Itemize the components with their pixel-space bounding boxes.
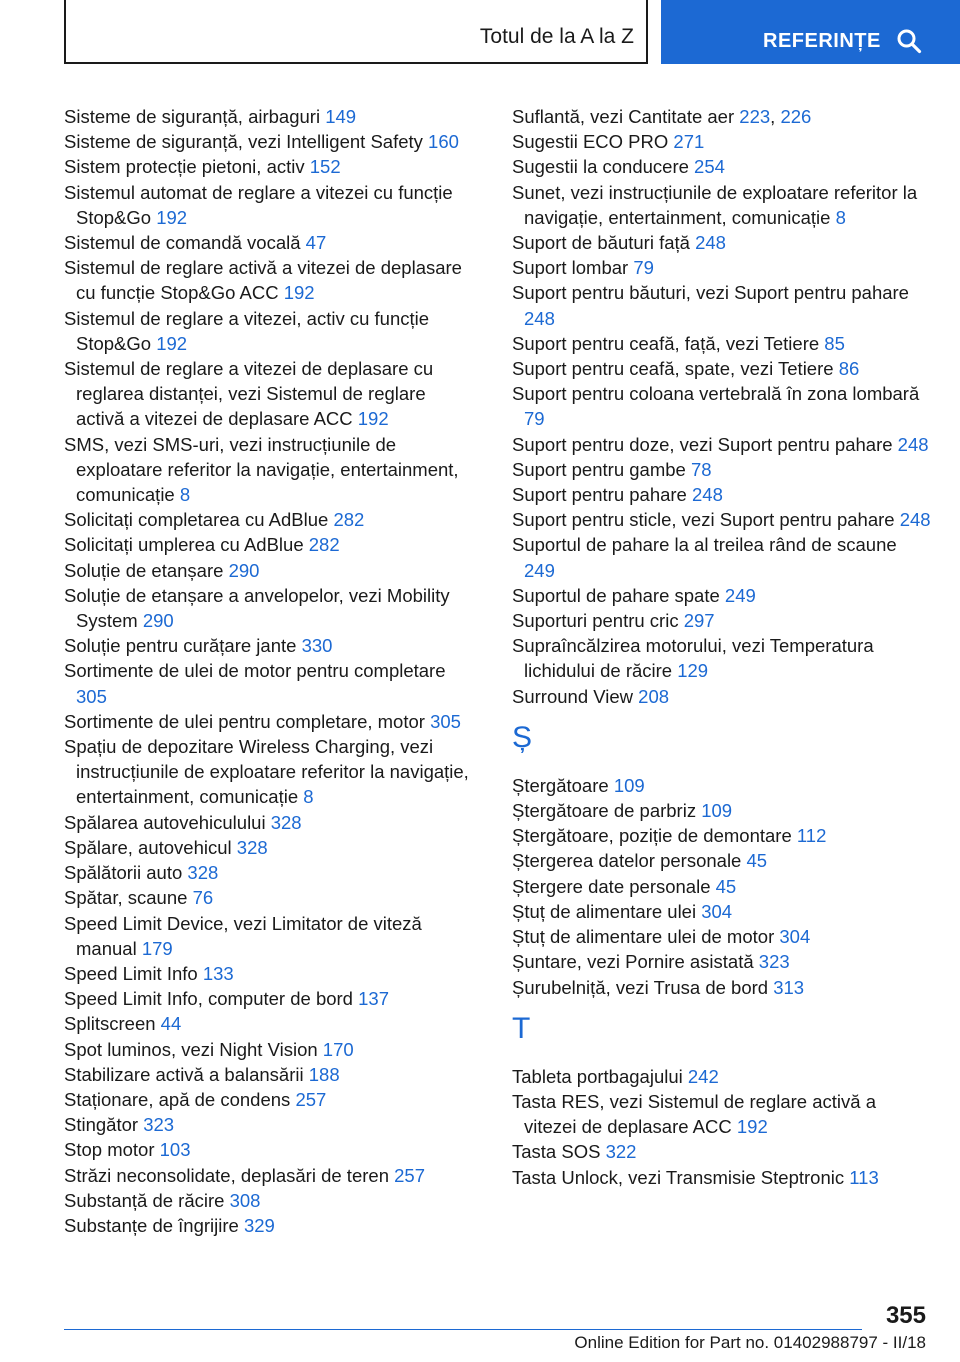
page-reference-link[interactable]: 85 bbox=[824, 332, 845, 354]
index-entry-term: Spălare, autovehicul bbox=[64, 836, 232, 858]
index-entry-term: Splitscreen bbox=[64, 1013, 156, 1035]
index-entry-term: Sisteme de siguranță, airbaguri bbox=[64, 106, 321, 127]
page-reference-link[interactable]: 328 bbox=[270, 811, 302, 833]
index-entry-term: Stingător bbox=[64, 1114, 139, 1136]
index-entry bbox=[512, 507, 932, 532]
footer-divider bbox=[64, 1329, 862, 1330]
index-entry bbox=[512, 583, 932, 608]
index-entry bbox=[512, 230, 932, 255]
section-letter-heading: T bbox=[512, 1011, 531, 1045]
page-reference-link[interactable]: 192 bbox=[357, 408, 389, 430]
index-entry-term: Sugestii la conducere bbox=[512, 156, 689, 178]
index-entry-term: SMS, vezi SMS-uri, vezi instrucțiunile de exploatare referitor la navigație, entertainment, comunicație bbox=[64, 433, 459, 506]
page-reference-link[interactable]: 76 bbox=[192, 887, 214, 909]
index-entry-term: Sistemul de reglare a vitezei, activ cu funcție Stop&Go bbox=[64, 307, 430, 354]
edition-footer: Online Edition for Part no. 01402988797 - II/18 bbox=[574, 1333, 926, 1352]
index-entry bbox=[64, 885, 474, 910]
index-entry bbox=[64, 986, 474, 1011]
page-reference-link[interactable]: 79 bbox=[633, 257, 654, 279]
page-reference-link[interactable]: 208 bbox=[638, 685, 670, 707]
section-letter-heading: Ș bbox=[512, 720, 533, 754]
index-entry bbox=[64, 1011, 474, 1036]
page-reference-link[interactable]: 254 bbox=[694, 156, 725, 178]
page-reference-link[interactable]: 329 bbox=[243, 1214, 275, 1236]
page-reference-link[interactable]: 304 bbox=[701, 900, 733, 922]
index-entry-term: Suport pentru pahare bbox=[512, 484, 687, 506]
index-entry bbox=[512, 532, 932, 582]
header-section-tab[interactable] bbox=[64, 0, 648, 64]
index-entry bbox=[64, 1087, 474, 1112]
page-reference-link[interactable]: 152 bbox=[309, 156, 341, 178]
page-reference-link[interactable]: 328 bbox=[236, 836, 268, 858]
index-entry-term: Tasta RES, vezi Sistemul de reglare activă a vitezei de deplasare ACC bbox=[512, 1090, 876, 1138]
page-reference-link[interactable]: 271 bbox=[673, 131, 705, 153]
index-entry-term: Ștergătoare de parbriz bbox=[512, 800, 697, 822]
index-entry-term: Sortimente de ulei de motor pentru completare bbox=[64, 660, 446, 682]
index-entry bbox=[512, 331, 932, 356]
index-entry: Suflantă, vezi Cantitate aer 223, 226 bbox=[512, 106, 812, 127]
page-reference-link[interactable]: 109 bbox=[613, 774, 645, 796]
index-entry bbox=[512, 1064, 932, 1089]
page-reference-link[interactable]: 304 bbox=[779, 926, 811, 948]
index-entry-term: Sistemul de reglare activă a vitezei de deplasare cu funcție Stop&Go ACC bbox=[64, 257, 462, 304]
index-entry-term: Stop motor bbox=[64, 1139, 155, 1161]
index-entry bbox=[64, 709, 474, 734]
index-entry bbox=[64, 1188, 474, 1213]
page-reference-link[interactable]: 282 bbox=[333, 509, 365, 531]
page-reference-link[interactable]: 282 bbox=[308, 534, 340, 556]
page-reference-link[interactable]: 45 bbox=[715, 875, 737, 897]
index-entry bbox=[64, 658, 474, 708]
index-entry-term: Suport pentru doze, vezi Suport pentru pahare bbox=[512, 433, 893, 455]
index-entry-term: Sunet, vezi instrucțiunile de exploatare referitor la navigație, entertainment, comunicație bbox=[512, 181, 918, 228]
index-entry-term: Suport pentru gambe bbox=[512, 458, 686, 480]
page-reference-link[interactable]: 188 bbox=[308, 1063, 340, 1085]
references-tab[interactable] bbox=[661, 0, 960, 64]
page-reference-link[interactable]: 242 bbox=[687, 1065, 719, 1087]
index-entry bbox=[64, 835, 474, 860]
index-entry-term: Ștergerea datelor personale bbox=[512, 850, 742, 872]
index-entry-term: Ștuț de alimentare ulei bbox=[512, 900, 697, 922]
index-entry bbox=[64, 255, 474, 305]
index-entry bbox=[512, 457, 932, 482]
index-entry bbox=[512, 381, 932, 431]
index-column-right bbox=[512, 104, 932, 1190]
index-entry-term: Substanță de răcire bbox=[64, 1189, 225, 1211]
index-entry bbox=[512, 874, 932, 899]
index-entry-term: Stabilizare activă a balansării bbox=[64, 1063, 304, 1085]
index-entry-term: Soluție pentru curățare jante bbox=[64, 635, 297, 657]
index-entry bbox=[64, 961, 474, 986]
index-entry bbox=[512, 924, 932, 949]
index-entry bbox=[512, 1089, 932, 1139]
index-entry-term: Șurubelniță, vezi Trusa de bord bbox=[512, 976, 769, 998]
page-reference-link[interactable]: 323 bbox=[143, 1114, 175, 1136]
index-entry bbox=[512, 280, 932, 330]
index-entry-term: Soluție de etanșare a anvelopelor, vezi Mobility System bbox=[64, 584, 450, 632]
index-entry bbox=[64, 154, 474, 179]
index-entry bbox=[512, 684, 932, 709]
index-entry bbox=[512, 823, 932, 848]
index-entry bbox=[64, 1163, 474, 1188]
page-reference-link[interactable]: 257 bbox=[295, 1088, 327, 1110]
index-entry bbox=[512, 773, 932, 798]
index-entry-term: Ștuț de alimentare ulei de motor bbox=[512, 926, 775, 948]
index-entry-term: Spătar, scaune bbox=[64, 887, 188, 909]
index-entry-term: Solicitați umplerea cu AdBlue bbox=[64, 534, 304, 556]
index-entry bbox=[512, 798, 932, 823]
page-reference-link[interactable]: 257 bbox=[394, 1164, 425, 1186]
index-entry-term: Speed Limit Info, computer de bord bbox=[64, 988, 353, 1010]
index-entry-term: Suport pentru coloana vertebrală în zona lombară bbox=[512, 383, 920, 405]
page-reference-link[interactable]: 248 bbox=[695, 232, 726, 254]
index-entry bbox=[64, 1137, 474, 1162]
index-entry-term: Sistemul automat de reglare a vitezei cu funcție Stop&Go bbox=[64, 181, 453, 228]
page-reference-link[interactable]: 133 bbox=[202, 962, 234, 984]
page-reference-link[interactable]: 248 bbox=[899, 509, 931, 531]
page-reference-link[interactable]: 305 bbox=[430, 710, 461, 732]
references-tab-label: REFERINȚE bbox=[763, 30, 881, 52]
index-entry-term: Tasta SOS bbox=[512, 1141, 601, 1163]
index-entry bbox=[512, 633, 932, 683]
index-entry-term: Tasta Unlock, vezi Transmisie Steptronic bbox=[512, 1166, 845, 1188]
index-entry bbox=[512, 1165, 932, 1190]
index-entry-term: Soluție de etanșare bbox=[64, 559, 224, 581]
index-entry-term: Ștergătoare, poziție de demontare bbox=[512, 825, 792, 847]
index-entry-term: Suport pentru ceafă, spate, vezi Tetiere bbox=[512, 358, 834, 380]
index-entry-term: Sortimente de ulei pentru completare, motor bbox=[64, 710, 425, 732]
page-reference-link[interactable]: 129 bbox=[677, 660, 709, 682]
page-reference-link[interactable]: 249 bbox=[724, 584, 756, 606]
index-entry-term: Ștergătoare bbox=[512, 774, 609, 796]
page-reference-link[interactable]: 223 bbox=[739, 106, 771, 127]
index-entry-term: Șuntare, vezi Pornire asistată bbox=[512, 951, 754, 973]
index-entry bbox=[64, 180, 474, 230]
index-entry bbox=[512, 180, 932, 230]
index-entry bbox=[64, 860, 474, 885]
page-reference-link[interactable]: 290 bbox=[142, 610, 174, 632]
page-reference-link[interactable]: 313 bbox=[773, 976, 805, 998]
page-reference-link[interactable]: 192 bbox=[156, 206, 188, 228]
page-reference-link[interactable]: 8 bbox=[303, 786, 314, 808]
index-entry bbox=[512, 899, 932, 924]
index-entry-term: Suporturi pentru cric bbox=[512, 610, 679, 632]
page-reference-link[interactable]: 44 bbox=[160, 1013, 182, 1035]
index-entry bbox=[64, 1112, 474, 1137]
index-entry bbox=[64, 583, 474, 633]
index-entry-term: Speed Limit Info bbox=[64, 962, 198, 984]
index-entry-term: Spot luminos, vezi Night Vision bbox=[64, 1038, 318, 1060]
index-entry bbox=[64, 230, 474, 255]
page-reference-link[interactable]: 113 bbox=[849, 1166, 879, 1188]
index-entry-term: Speed Limit Device, vezi Limitator de viteză manual bbox=[64, 912, 422, 959]
index-entry bbox=[64, 633, 474, 658]
index-entry-term: Suport pentru ceafă, față, vezi Tetiere bbox=[512, 332, 820, 354]
index-entry-term: Staționare, apă de condens bbox=[64, 1088, 291, 1110]
page-reference-link[interactable]: 248 bbox=[692, 484, 723, 506]
index-entry bbox=[64, 104, 474, 129]
index-entry-term: Suport pentru sticle, vezi Suport pentru pahare bbox=[512, 509, 895, 531]
index-entry bbox=[512, 975, 932, 1000]
page-reference-link[interactable]: 308 bbox=[229, 1189, 261, 1211]
index-entry-term: Suportul de pahare spate bbox=[512, 584, 720, 606]
page-reference-link[interactable]: 248 bbox=[524, 307, 555, 329]
page-reference-link[interactable]: 78 bbox=[690, 458, 712, 480]
index-entry-term: Supraîncălzirea motorului, vezi Temperatura lichidului de răcire bbox=[512, 635, 874, 682]
page-number: 355 bbox=[885, 1302, 926, 1329]
page-reference-link[interactable]: 322 bbox=[605, 1141, 637, 1163]
page-reference-link[interactable]: 192 bbox=[156, 332, 188, 354]
search-icon[interactable] bbox=[896, 28, 922, 54]
page-reference-link[interactable]: 109 bbox=[701, 800, 733, 822]
index-entry bbox=[64, 432, 474, 508]
index-entry bbox=[64, 532, 474, 557]
index-entry-term: Solicitați completarea cu AdBlue bbox=[64, 509, 329, 531]
index-column-left bbox=[64, 104, 474, 1238]
index-entry-term: Suport pentru băuturi, vezi Suport pentru pahare bbox=[512, 282, 909, 304]
index-entry bbox=[64, 356, 474, 432]
page-reference-link[interactable]: 297 bbox=[683, 610, 715, 632]
page-reference-link[interactable]: 170 bbox=[322, 1038, 354, 1060]
page-reference-link[interactable]: 192 bbox=[736, 1116, 768, 1138]
page-reference-link[interactable]: 192 bbox=[283, 282, 315, 304]
page-reference-link[interactable]: 45 bbox=[746, 850, 768, 872]
index-entry bbox=[64, 810, 474, 835]
index-entry-term: Suport de băuturi față bbox=[512, 232, 690, 254]
index-entry-term: Sistem protecție pietoni, activ bbox=[64, 156, 305, 178]
index-entry-term: Sisteme de siguranță, vezi Intelligent Safety bbox=[64, 131, 423, 153]
page-reference-link[interactable]: 112 bbox=[796, 825, 827, 847]
index-entry bbox=[512, 482, 932, 507]
page-reference-link[interactable]: 330 bbox=[301, 635, 333, 657]
index-entry-term: Suflantă, vezi Cantitate aer bbox=[512, 106, 735, 127]
page-reference-link[interactable]: 103 bbox=[159, 1139, 191, 1161]
index-entry bbox=[64, 734, 474, 810]
index-entry-term: Sistemul de reglare a vitezei de deplasare cu reglarea distanței, vezi Sistemul de reglare activă a vitezei de deplasare ACC bbox=[64, 358, 434, 430]
index-entry-term: Substanțe de îngrijire bbox=[64, 1214, 239, 1236]
index-entry bbox=[64, 507, 474, 532]
index-entry-term: Ștergere date personale bbox=[512, 875, 711, 897]
index-entry bbox=[512, 608, 932, 633]
page-reference-link[interactable]: 305 bbox=[76, 685, 107, 707]
index-entry bbox=[512, 129, 932, 154]
index-entry bbox=[64, 306, 474, 356]
index-entry bbox=[512, 255, 932, 280]
index-entry bbox=[64, 1213, 474, 1238]
index-entry bbox=[512, 949, 932, 974]
index-entry bbox=[512, 154, 932, 179]
page-reference-link[interactable]: 226 bbox=[780, 106, 812, 127]
index-entry bbox=[512, 848, 932, 873]
section-title: Totul de la A la Z bbox=[479, 25, 634, 48]
page-reference-link[interactable]: 160 bbox=[428, 131, 459, 153]
index-entry bbox=[512, 356, 932, 381]
index-entry bbox=[64, 1037, 474, 1062]
page-reference-link[interactable]: 248 bbox=[897, 433, 929, 455]
page-reference-link[interactable]: 328 bbox=[187, 862, 219, 884]
page-reference-link[interactable]: 149 bbox=[325, 106, 357, 127]
index-entry bbox=[512, 432, 932, 457]
index-entry-term: Străzi neconsolidate, deplasări de teren bbox=[64, 1164, 389, 1186]
index-entry-term: Surround View bbox=[512, 685, 634, 707]
index-entry-term: Sugestii ECO PRO bbox=[512, 131, 669, 153]
index-entry-term: Spațiu de depozitare Wireless Charging, vezi instrucțiunile de exploatare referitor la navigație, entertainment, comunicație bbox=[64, 736, 469, 808]
index-entry-term: Tableta portbagajului bbox=[512, 1065, 683, 1087]
index-entry bbox=[64, 1062, 474, 1087]
index-entry bbox=[64, 558, 474, 583]
page-reference-link[interactable]: 86 bbox=[838, 358, 860, 380]
index-entry bbox=[512, 1139, 932, 1164]
page-reference-link[interactable]: 290 bbox=[228, 559, 260, 581]
index-entry bbox=[64, 911, 474, 961]
page-reference-link[interactable]: 137 bbox=[358, 988, 389, 1010]
page-reference-link[interactable]: 47 bbox=[305, 232, 327, 254]
index-entry-term: Spălătorii auto bbox=[64, 862, 183, 884]
page-reference-link[interactable]: 79 bbox=[524, 408, 545, 430]
index-entry-term: Sistemul de comandă vocală bbox=[64, 232, 301, 254]
index-entry-term: Suport lombar bbox=[512, 257, 629, 279]
page-reference-link[interactable]: 249 bbox=[524, 559, 555, 581]
index-entry bbox=[64, 129, 474, 154]
page-reference-link[interactable]: 323 bbox=[758, 951, 790, 973]
page-reference-link[interactable]: 8 bbox=[179, 484, 191, 506]
page-reference-link[interactable]: 179 bbox=[141, 937, 173, 959]
index-entry-term: Spălarea autovehiculului bbox=[64, 811, 266, 833]
index-entry-term: Suportul de pahare la al treilea rând de scaune bbox=[512, 534, 897, 556]
page-reference-link[interactable]: 8 bbox=[835, 206, 846, 228]
